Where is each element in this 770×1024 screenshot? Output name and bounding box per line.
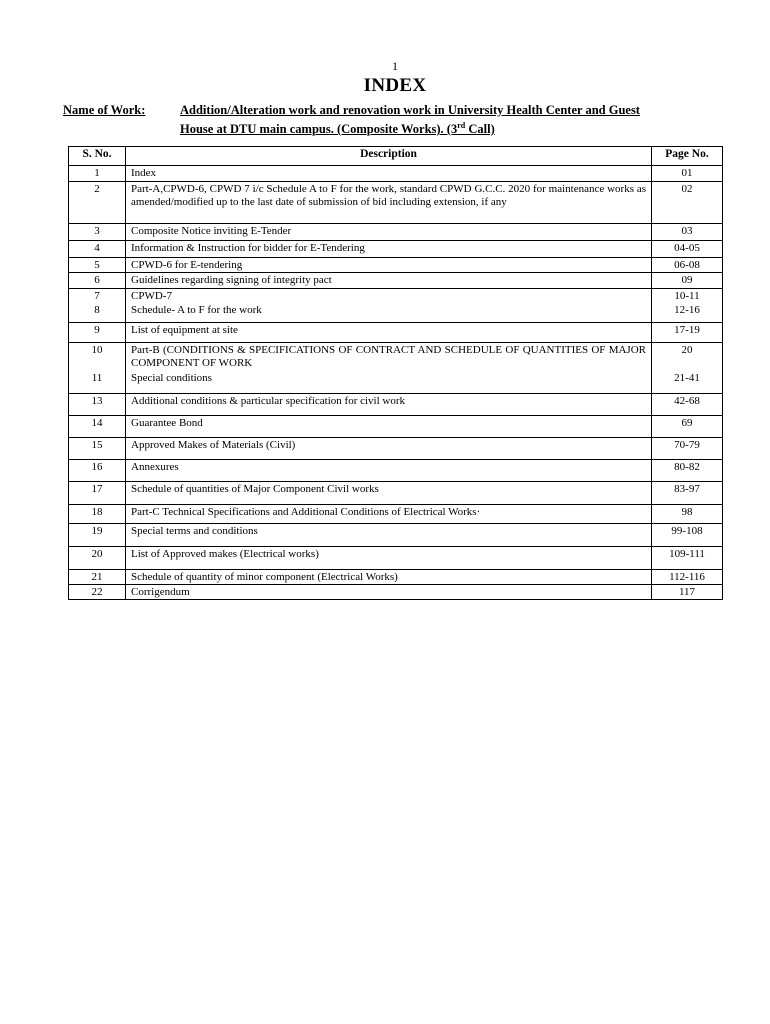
cell-sno: 22 [69, 584, 126, 599]
cell-sno: 17 [69, 481, 126, 504]
cell-page-no: 20 [652, 342, 723, 371]
cell-description: CPWD-7 [126, 289, 652, 304]
cell-page-no: 03 [652, 224, 723, 241]
table-row [69, 415, 723, 437]
name-of-work-line2-end: Call) [465, 122, 495, 137]
cell-description: Composite Notice inviting E-Tender [126, 224, 652, 241]
cell-page-no: 70-79 [652, 437, 723, 459]
table-row [69, 437, 723, 459]
page-number: 1 [392, 59, 398, 73]
cell-description: CPWD-6 for E-tendering [126, 258, 652, 273]
cell-page-no: 109-111 [652, 546, 723, 569]
cell-sno: 1 [69, 166, 126, 182]
cell-description: Schedule- A to F for the work [126, 303, 652, 322]
cell-sno: 2 [69, 182, 126, 224]
table-row [69, 289, 723, 304]
header-description: Description [126, 147, 652, 166]
table-row [69, 224, 723, 241]
cell-sno: 21 [69, 569, 126, 584]
cell-sno: 4 [69, 241, 126, 258]
table-row [69, 342, 723, 371]
table-row [69, 459, 723, 481]
table-header-row [69, 147, 723, 166]
name-of-work-label: Name of Work: [63, 103, 146, 117]
cell-sno: 3 [69, 224, 126, 241]
cell-sno: 9 [69, 322, 126, 342]
cell-description: Special conditions [126, 371, 652, 393]
cell-description: List of equipment at site [126, 322, 652, 342]
cell-page-no: 09 [652, 273, 723, 289]
table-row [69, 569, 723, 584]
table-row [69, 546, 723, 569]
cell-page-no: 80-82 [652, 459, 723, 481]
cell-page-no: 12-16 [652, 303, 723, 322]
table-row [69, 322, 723, 342]
name-of-work-line2-main: House at DTU main campus. (Composite Works). (3 [180, 122, 458, 137]
cell-description: Part-C Technical Specifications and Additional Conditions of Electrical Works· [126, 504, 652, 523]
cell-sno: 10 [69, 342, 126, 371]
cell-page-no: 42-68 [652, 393, 723, 415]
cell-description: Part-B (CONDITIONS & SPECIFICATIONS OF CONTRACT AND SCHEDULE OF QUANTITIES OF MAJOR COMPONENT OF WORK [126, 342, 652, 371]
table-body [69, 166, 723, 600]
cell-sno: 5 [69, 258, 126, 273]
table-row [69, 166, 723, 182]
cell-description: List of Approved makes (Electrical works) [126, 546, 652, 569]
cell-description: Part-A,CPWD-6, CPWD 7 i/c Schedule A to F for the work, standard CPWD G.C.C. 2020 for maintenance works as amended/modified up to the last date of submission of bid including extension, if any [126, 182, 652, 224]
cell-sno: 15 [69, 437, 126, 459]
name-of-work-line2 [180, 118, 723, 137]
cell-description: Corrigendum [126, 584, 652, 599]
cell-sno: 8 [69, 303, 126, 322]
name-of-work-superscript: rd [457, 121, 466, 130]
cell-sno: 11 [69, 371, 126, 393]
table-row [69, 273, 723, 289]
table-row [69, 303, 723, 322]
table-row [69, 393, 723, 415]
cell-description: Schedule of quantity of minor component (Electrical Works) [126, 569, 652, 584]
cell-page-no: 21-41 [652, 371, 723, 393]
cell-description: Special terms and conditions [126, 523, 652, 546]
cell-description: Approved Makes of Materials (Civil) [126, 437, 652, 459]
cell-sno: 6 [69, 273, 126, 289]
cell-description: Schedule of quantities of Major Component Civil works [126, 481, 652, 504]
cell-page-no: 112-116 [652, 569, 723, 584]
header-page-no: Page No. [652, 147, 723, 166]
cell-page-no: 10-11 [652, 289, 723, 304]
cell-sno: 20 [69, 546, 126, 569]
table-row [69, 371, 723, 393]
table-row [69, 258, 723, 273]
table-row [69, 481, 723, 504]
cell-page-no: 01 [652, 166, 723, 182]
cell-sno: 13 [69, 393, 126, 415]
cell-description: Guarantee Bond [126, 415, 652, 437]
cell-page-no: 98 [652, 504, 723, 523]
table-row [69, 584, 723, 599]
page-title: INDEX [363, 75, 427, 96]
cell-page-no: 83-97 [652, 481, 723, 504]
cell-page-no: 69 [652, 415, 723, 437]
cell-description: Annexures [126, 459, 652, 481]
cell-description: Additional conditions & particular specification for civil work [126, 393, 652, 415]
cell-page-no: 04-05 [652, 241, 723, 258]
header-sno: S. No. [69, 147, 126, 166]
table-row [69, 523, 723, 546]
cell-description: Information & Instruction for bidder for E-Tendering [126, 241, 652, 258]
table-row [69, 241, 723, 258]
cell-page-no: 17-19 [652, 322, 723, 342]
cell-description: Index [126, 166, 652, 182]
cell-description: Guidelines regarding signing of integrity pact [126, 273, 652, 289]
cell-page-no: 99-108 [652, 523, 723, 546]
name-of-work-text [180, 103, 723, 137]
cell-page-no: 117 [652, 584, 723, 599]
cell-sno: 14 [69, 415, 126, 437]
cell-sno: 19 [69, 523, 126, 546]
index-table [68, 146, 723, 600]
cell-sno: 7 [69, 289, 126, 304]
cell-sno: 16 [69, 459, 126, 481]
name-of-work-line1: Addition/Alteration work and renovation work in University Health Center and Guest [180, 103, 640, 117]
table-row [69, 182, 723, 224]
table-row [69, 504, 723, 523]
cell-sno: 18 [69, 504, 126, 523]
cell-page-no: 06-08 [652, 258, 723, 273]
cell-page-no: 02 [652, 182, 723, 224]
